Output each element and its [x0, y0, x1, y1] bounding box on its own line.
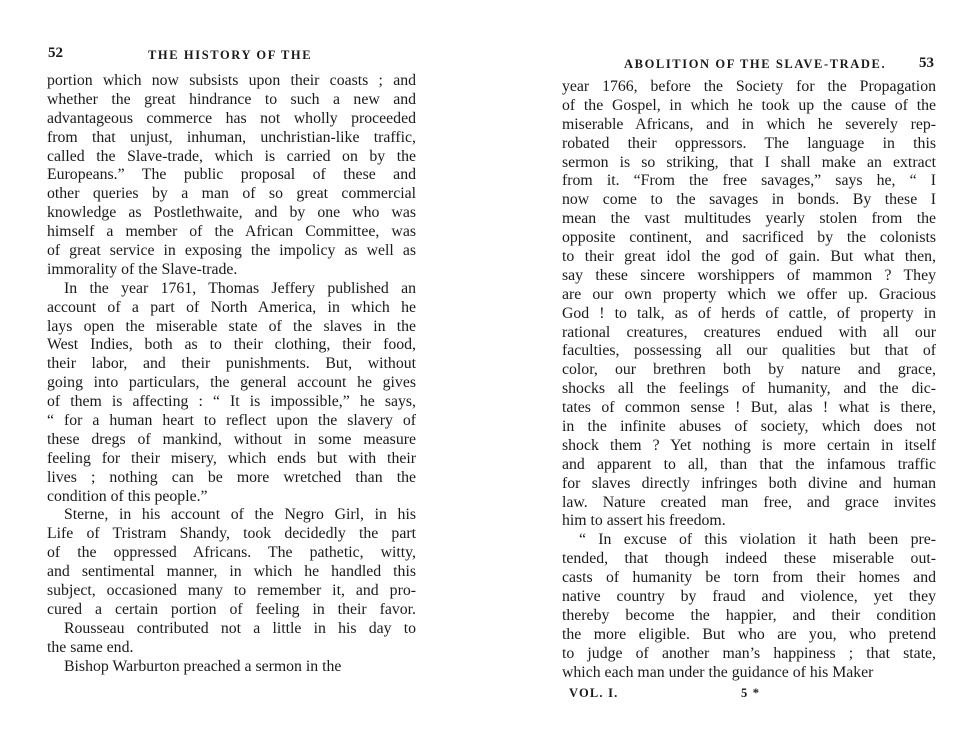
- text-line: law. Nature created man free, and grace invites: [562, 493, 936, 511]
- text-line: sermon is so striking, that I shall make an extract: [562, 153, 936, 171]
- text-line: miserable Africans, and in which he severely rep-: [562, 115, 936, 133]
- text-line: of great service in exposing the impolicy as well as: [47, 242, 416, 260]
- text-line: Sterne, in his account of the Negro Girl, in his: [64, 506, 416, 524]
- text-line: portion which now subsists upon their coasts ; and: [47, 72, 416, 89]
- right-page: [510, 0, 980, 743]
- text-line: for slaves directly infringes both divine and human: [562, 474, 936, 492]
- right-running-head: ABOLITION OF THE SLAVE-TRADE.: [624, 57, 887, 71]
- right-page-body: [562, 78, 936, 683]
- text-line: cured a certain portion of feeling in their favor.: [47, 600, 416, 618]
- right-page-number: 53: [919, 55, 934, 71]
- text-line: their labor, and their punishments. But, without: [47, 355, 416, 373]
- footer-signature: 5 *: [741, 686, 761, 700]
- text-line: himself a member of the African Committee, was: [47, 223, 416, 241]
- text-line: native country by fraud and violence, yet they: [562, 588, 936, 606]
- text-line: Life of Tristram Shandy, took decidedly the part: [47, 525, 416, 543]
- text-line: immorality of the Slave-trade.: [47, 260, 238, 278]
- text-line: In the year 1761, Thomas Jeffery published an: [64, 279, 416, 297]
- text-line: God ! to talk, as of herds of cattle, of property in: [562, 304, 936, 322]
- text-line: shock them ? Yet nothing is more certain in itself: [562, 436, 936, 454]
- text-line: Rousseau contributed not a little in his day to: [64, 619, 416, 637]
- text-line: advantageous commerce has not wholly proceeded: [47, 109, 416, 127]
- left-page-body: [47, 72, 416, 677]
- text-line: say these sincere worshippers of mammon ? They: [562, 266, 936, 284]
- text-line: lays open the miserable state of the slaves in the: [47, 317, 416, 335]
- text-line: tended, that though indeed these miserable out-: [562, 550, 936, 568]
- text-line: feeling for their misery, which ends but with their: [47, 449, 416, 467]
- text-line: Europeans.” The public proposal of these and: [47, 166, 416, 184]
- text-line: “ In excuse of this violation it hath been pre-: [579, 531, 936, 549]
- text-line: whether the great hindrance to such a new and: [47, 90, 416, 108]
- text-line: “ for a human heart to reflect upon the slavery of: [47, 412, 416, 430]
- text-line: color, our brethren both by nature and grace,: [562, 361, 936, 379]
- text-line: account of a part of North America, in which he: [47, 298, 416, 316]
- text-line: West Indies, both as to their clothing, their food,: [47, 336, 416, 354]
- text-line: to judge of another man’s happiness ; that state,: [562, 644, 936, 662]
- left-page: [0, 0, 470, 743]
- text-line: the more eligible. But who are you, who pretend: [562, 625, 936, 643]
- text-line: in the infinite abuses of society, which does not: [562, 418, 936, 436]
- text-line: thereby become the happier, and their condition: [562, 606, 936, 624]
- text-line: faculties, possessing all our qualities but that of: [562, 342, 936, 360]
- footer-volume: VOL. I.: [569, 686, 619, 700]
- text-line: casts of humanity be torn from their homes and: [562, 569, 936, 587]
- text-line: the same end.: [47, 638, 134, 656]
- text-line: subject, occasioned many to remember it, and pro-: [47, 582, 416, 600]
- text-line: these dregs of mankind, without in some measure: [47, 430, 416, 448]
- text-line: knowledge as Postlethwaite, and by one who was: [47, 204, 416, 222]
- text-line: called the Slave-trade, which is carried on by the: [47, 147, 416, 165]
- text-line: of the oppressed Africans. The pathetic, witty,: [47, 544, 416, 562]
- text-line: are our own property which we offer up. Gracious: [562, 285, 936, 303]
- text-line: mean the vast multitudes yearly stolen from the: [562, 210, 936, 228]
- text-line: year 1766, before the Society for the Propagation: [562, 78, 936, 95]
- text-line: of them is affecting : “ It is impossible,” he says,: [47, 393, 416, 411]
- text-line: going into particulars, the general account he gives: [47, 374, 416, 392]
- text-line: and apparent to all, than that the infamous traffic: [562, 455, 936, 473]
- text-line: shocks all the feelings of humanity, and the dic-: [562, 380, 936, 398]
- text-line: other queries by a man of so great commercial: [47, 185, 416, 203]
- left-page-number: 52: [48, 45, 63, 61]
- text-line: lives ; nothing can be more wretched than the: [47, 468, 416, 486]
- text-line: of the Gospel, in which he took up the cause of the: [562, 96, 936, 114]
- text-line: tates of common sense ! But, alas ! what is there,: [562, 399, 936, 417]
- text-line: Bishop Warburton preached a sermon in the: [64, 657, 342, 675]
- text-line: from it. “From the free savages,” says he, “ I: [562, 172, 936, 190]
- text-line: robated their oppressors. The language in this: [562, 134, 936, 152]
- text-line: rational creatures, creatures endued with all our: [562, 323, 936, 341]
- text-line: and sentimental manner, in which he handled this: [47, 563, 416, 581]
- left-running-head: THE HISTORY OF THE: [148, 48, 313, 62]
- text-line: condition of this people.”: [47, 487, 208, 505]
- text-line: which each man under the guidance of his Maker: [562, 663, 874, 681]
- text-line: from that unjust, inhuman, unchristian-like traffic,: [47, 128, 416, 146]
- text-line: opposite continent, and sacrificed by the colonists: [562, 229, 936, 247]
- text-line: to their great idol the god of gain. But what then,: [562, 248, 936, 266]
- text-line: now come to the savages in bonds. By these I: [562, 191, 936, 209]
- text-line: him to assert his freedom.: [562, 512, 726, 530]
